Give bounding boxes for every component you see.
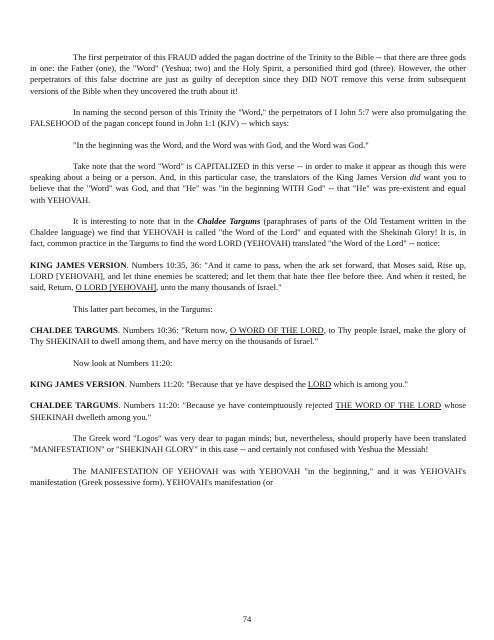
paragraph-12: The Greek word "Logos" was very dear to pagan minds; but, nevertheless, should properly have been translated "MANIFESTATION" or "SHEKINAH GLORY" in this case -- and certainly not confused with Yeshua the Messiah! — [30, 432, 466, 455]
paragraph-7: This latter part becomes, in the Targums: — [73, 303, 213, 314]
paragraph-targums-numbers-11 — [30, 400, 466, 422]
kjv2-underlined: LORD — [307, 378, 332, 389]
targums2-text-a: . Numbers 11:20: "Because ye have contemptuously rejected — [118, 400, 336, 411]
document-page — [30, 52, 466, 498]
italic-did: did — [409, 172, 421, 183]
paragraph-4 — [30, 161, 466, 206]
kjv-text-a: . Numbers 10:35, 36: "And it came to pass, when the ark set forward, that Moses said, Rise up, LORD [YEHOVAH], and let thine enemies be scattered; and let them that hate thee flee before thee. And when it rested, he said, Return, — [30, 259, 467, 293]
kjv-underlined: O LORD [YEHOVAH] — [75, 282, 157, 293]
paragraph-4-text-b: want you to believe that the "Word" was God, and that "He" was "in the beginning WITH God" -- that "He" was pre-existent and equal with YEHOVAH. — [30, 172, 466, 205]
targums-label: CHALDEE TARGUMS — [30, 324, 118, 335]
kjv-text-b: , unto the many thousands of Israel." — [156, 282, 282, 293]
paragraph-4-text-a: Take note that the word "Word" is CAPITALIZED in this verse -- in order to make it appear as though this were speaking about a being or a person. And, in this particular case, the translators of the King James Version — [30, 160, 466, 183]
kjv-label: KING JAMES VERSION — [30, 259, 127, 270]
kjv-label-2: KING JAMES VERSION — [30, 378, 125, 389]
targums-text-a: . Numbers 10:36: "Return now, — [117, 324, 230, 335]
paragraph-5-text-a: It is interesting to note that in the — [73, 215, 198, 226]
paragraph-5 — [30, 216, 466, 250]
kjv2-text-a: . Numbers 11:20: "Because that ye have despised the — [124, 378, 308, 389]
paragraph-kjv-numbers-11 — [30, 379, 466, 390]
targums2-underlined: THE WORD OF THE LORD — [335, 400, 442, 411]
paragraph-13: The MANIFESTATION OF YEHOVAH was with YEHOVAH "in the beginning," and it was YEHOVAH's manifestation (Greek possessive form). YEHOVAH's manifestation (or — [30, 465, 466, 487]
paragraph-1: The first perpetrator of this FRAUD added the pagan doctrine of the Trinity to the Bible -- that there are three gods in one: the Father (one), the "Word" (Yeshua; two) and the Holy Spirit, a personified third god (three). However, the other perpetrators of this false doctrine are just as guilty of deception since they DID NOT remove this verse from subsequent versions of the Bible when they uncovered the truth about it! — [30, 52, 466, 96]
paragraph-2: In naming the second person of this Trinity the "Word," the perpetrators of I John 5:7 were also promulgating the FALSEHOOD of the pagan concept found in John 1:1 (KJV) -- which says: — [30, 107, 466, 129]
paragraph-targums-numbers-10 — [30, 325, 466, 347]
paragraph-kjv-numbers-10 — [30, 260, 466, 294]
paragraph-5-text-b: (paraphrases of parts of the Old Testament written in the Chaldee language) we find that YEHOVAH is called "the Word of the Lord" and equated with the Shekinah Glory! It is, in fact, common practice in the Targums to find the word LORD (YEHOVAH) translated "the Word of the Lord" -- notice: — [30, 215, 466, 249]
targums2-text-b: whose SHEKINAH dwelleth among you." — [30, 400, 466, 422]
quote-john-1-1: "In the beginning was the Word, and the Word was with God, and the Word was God." — [73, 139, 369, 150]
chaldee-targums-title: Chaldee Targums — [197, 215, 261, 226]
targums-label-2: CHALDEE TARGUMS — [30, 400, 119, 411]
targums-text-b: , to Thy people Israel, make the glory of Thy SHEKINAH to dwell among them, and have mercy on the thousands of Israel." — [30, 324, 466, 347]
kjv2-text-b: which is among you." — [331, 378, 409, 389]
paragraph-9: Now look at Numbers 11:20: — [73, 357, 173, 368]
targums-underlined: O WORD OF THE LORD — [229, 324, 324, 335]
page-number: 74 — [242, 614, 252, 624]
